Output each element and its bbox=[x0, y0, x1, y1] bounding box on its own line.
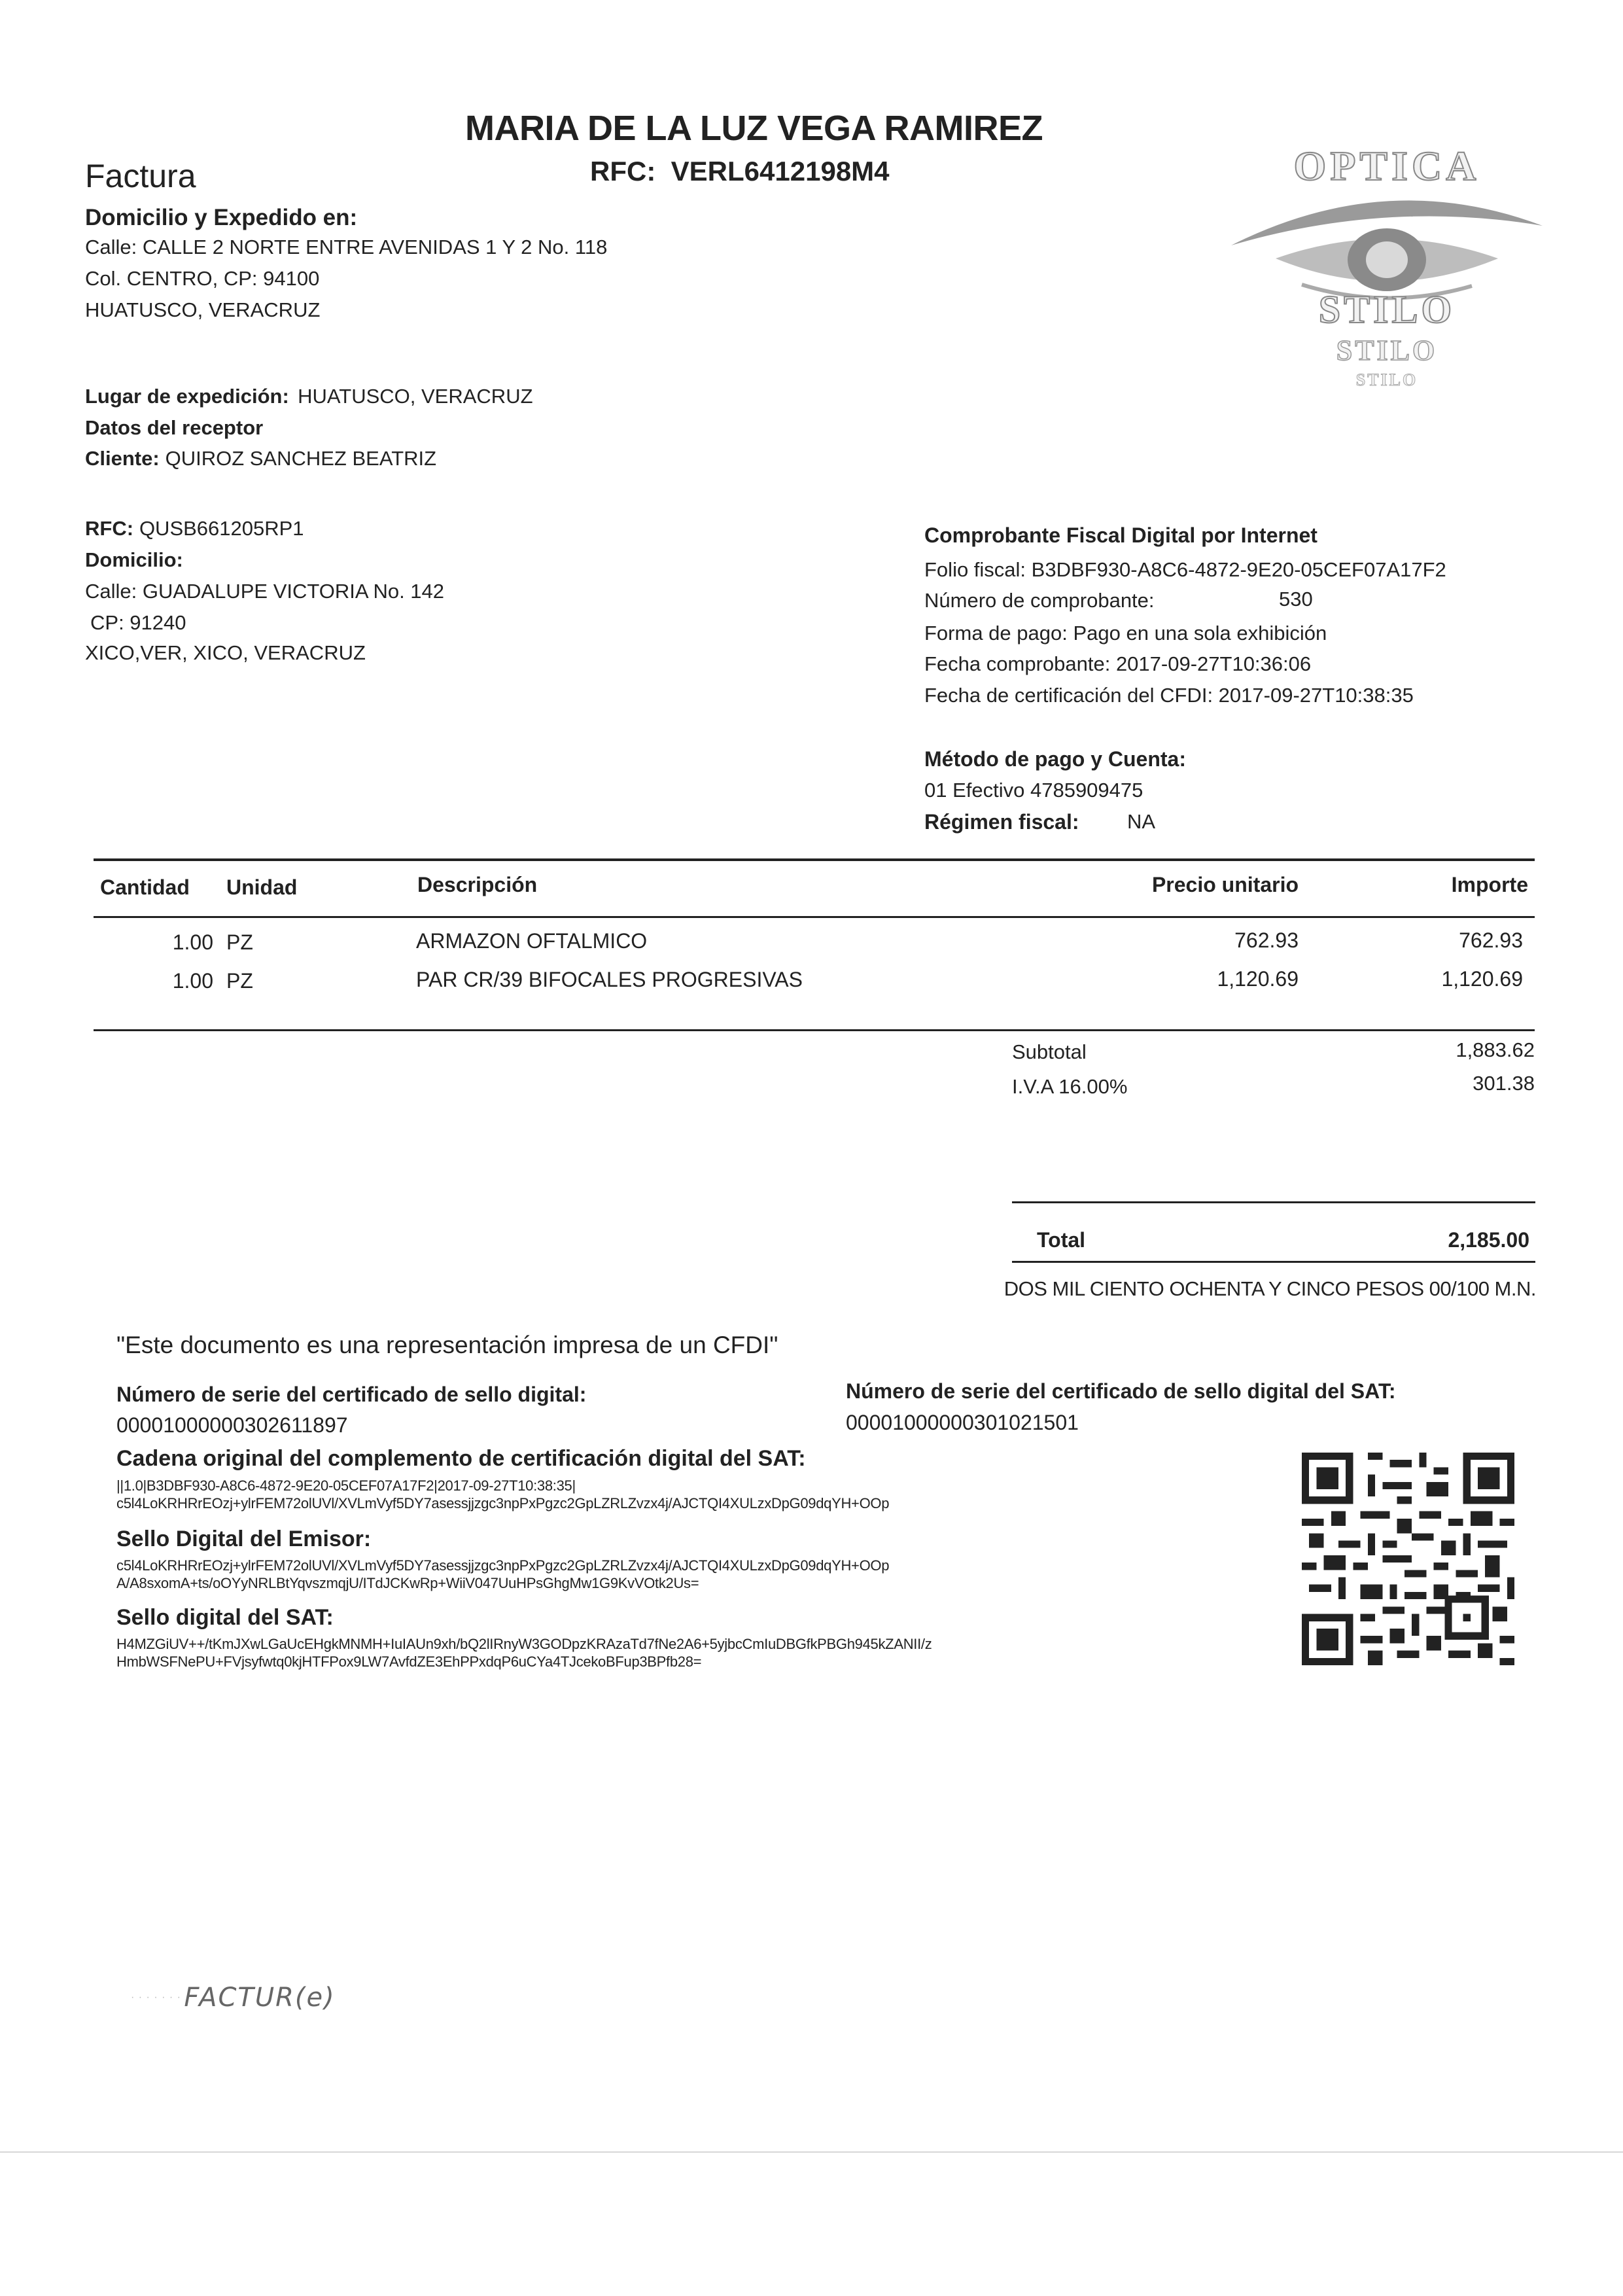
receiver-client-value: QUIROZ SANCHEZ BEATRIZ bbox=[165, 447, 437, 470]
col-header-unit-price: Precio unitario bbox=[1151, 873, 1299, 896]
sat-seal-line2: HmbWSFNePU+FVjsyfwtq0kjHTFPox9LW7AvfdZE3EhPPxdqP6uCYa4TJcekoBFup3BPfb28= bbox=[116, 1653, 702, 1670]
row2-quantity: 1.00 bbox=[172, 969, 213, 993]
cfdi-heading: Comprobante Fiscal Digital por Internet bbox=[924, 523, 1318, 547]
total-value: 2,185.00 bbox=[1448, 1228, 1529, 1252]
original-chain-line1: ||1.0|B3DBF930-A8C6-4872-9E20-05CEF07A17F2|2017-09-27T10:38:35| bbox=[116, 1477, 576, 1494]
receiver-address-label: Domicilio: bbox=[85, 548, 183, 571]
logo-line4: STILO bbox=[1355, 370, 1418, 389]
facture-brand: FACTUR(e) bbox=[184, 1983, 336, 2013]
representation-note: "Este documento es una representación impresa de un CFDI" bbox=[116, 1332, 778, 1358]
regime-value: NA bbox=[1127, 810, 1156, 833]
issuer-city: HUATUSCO, VERACRUZ bbox=[85, 298, 321, 321]
col-header-description: Descripción bbox=[417, 873, 538, 896]
table-bottom-rule bbox=[94, 1029, 1535, 1031]
sat-seal-line1: H4MZGiUV++/tKmJXwLGaUcEHgkMNMH+IuIAUn9xh/bQ2lIRnyW3GODpzKRAzaTd7fNe2A6+5yjbcCmIuDBGfkPBGh945kZANII/z bbox=[116, 1636, 932, 1652]
logo-line3: STILO bbox=[1336, 334, 1438, 366]
receiver-data-heading: Datos del receptor bbox=[85, 416, 264, 439]
receiver-cp: CP: 91240 bbox=[90, 611, 186, 634]
row1-amount: 762.93 bbox=[1459, 928, 1523, 952]
issuer-address-heading: Domicilio y Expedido en: bbox=[85, 205, 358, 230]
cfdi-payment-form: Forma de pago: Pago en una sola exhibición bbox=[924, 622, 1327, 645]
row2-unit-price: 1,120.69 bbox=[1217, 967, 1299, 991]
expedition-place-value: HUATUSCO, VERACRUZ bbox=[298, 385, 533, 408]
table-header-rule bbox=[94, 916, 1535, 918]
receiver-rfc-label: RFC: bbox=[85, 517, 134, 540]
amount-in-words: DOS MIL CIENTO OCHENTA Y CINCO PESOS 00/100 M.N. bbox=[1003, 1277, 1536, 1300]
logo-line1: OPTICA bbox=[1293, 147, 1480, 189]
table-top-rule bbox=[94, 858, 1535, 861]
issuer-rfc-value: VERL6412198M4 bbox=[671, 156, 890, 186]
total-bottom-rule bbox=[1012, 1261, 1535, 1263]
receiver-rfc bbox=[85, 517, 304, 540]
issuer-rfc-label: RFC: bbox=[590, 156, 656, 186]
issuer-colonia: Col. CENTRO, CP: 94100 bbox=[85, 267, 320, 290]
issuer-seal-line2: A/A8sxomA+ts/oOYyNRLBtYqvszmqjU/ITdJCKwRp+WiiV047UuHPsGhgMw1G9KvVOtk2Us= bbox=[116, 1575, 699, 1591]
regime-label: Régimen fiscal: bbox=[924, 810, 1079, 834]
cfdi-number-value: 530 bbox=[1279, 588, 1313, 610]
col-header-unit: Unidad bbox=[226, 875, 298, 899]
total-label: Total bbox=[1037, 1228, 1086, 1252]
receiver-client bbox=[85, 447, 436, 470]
receiver-rfc-value: QUSB661205RP1 bbox=[139, 517, 304, 540]
subtotal-value: 1,883.62 bbox=[1456, 1038, 1535, 1061]
row1-quantity: 1.00 bbox=[172, 930, 213, 954]
sat-cert-serial-value: 00001000000301021501 bbox=[846, 1411, 1079, 1434]
cfdi-date: Fecha comprobante: 2017-09-27T10:36:06 bbox=[924, 652, 1312, 675]
original-chain-line2: c5l4LoKRHRrEOzj+ylrFEM72olUVl/XVLmVyf5DY7asessjjzgc3npPxPgzc2GpLZRLZvzx4j/AJCTQI4XULzxDpG09dqYH+OOp bbox=[116, 1495, 890, 1511]
optica-stilo-logo bbox=[1223, 147, 1550, 396]
receiver-client-label: Cliente: bbox=[85, 447, 160, 470]
iva-label: I.V.A 16.00% bbox=[1012, 1075, 1128, 1098]
cfdi-cert-date: Fecha de certificación del CFDI: 2017-09-27T10:38:35 bbox=[924, 684, 1414, 707]
payment-method-heading: Método de pago y Cuenta: bbox=[924, 747, 1186, 771]
original-chain-label: Cadena original del complemento de certificación digital del SAT: bbox=[116, 1446, 806, 1471]
page-bottom-separator bbox=[0, 2151, 1623, 2153]
issuer-name: MARIA DE LA LUZ VEGA RAMIREZ bbox=[465, 109, 1043, 148]
document-title: Factura bbox=[85, 158, 196, 194]
qr-code-icon bbox=[1302, 1453, 1514, 1665]
expedition-place bbox=[85, 385, 533, 408]
col-header-quantity: Cantidad bbox=[100, 875, 190, 899]
expedition-place-label: Lugar de expedición: bbox=[85, 385, 289, 408]
row1-description: ARMAZON OFTALMICO bbox=[416, 929, 648, 953]
issuer-seal-label: Sello Digital del Emisor: bbox=[116, 1527, 372, 1551]
row2-description: PAR CR/39 BIFOCALES PROGRESIVAS bbox=[416, 968, 803, 991]
cfdi-number-label: Número de comprobante: bbox=[924, 589, 1155, 612]
subtotal-label: Subtotal bbox=[1012, 1040, 1087, 1063]
row1-unit: PZ bbox=[226, 930, 253, 954]
cert-serial-value: 00001000000302611897 bbox=[116, 1413, 348, 1437]
iva-value: 301.38 bbox=[1473, 1072, 1535, 1095]
receiver-street: Calle: GUADALUPE VICTORIA No. 142 bbox=[85, 580, 445, 603]
cert-serial-label: Número de serie del certificado de sello digital: bbox=[116, 1383, 587, 1406]
logo-line2: STILO bbox=[1318, 288, 1456, 331]
total-top-rule bbox=[1012, 1201, 1535, 1203]
sat-seal-label: Sello digital del SAT: bbox=[116, 1605, 334, 1630]
sat-cert-serial-label: Número de serie del certificado de sello digital del SAT: bbox=[846, 1379, 1396, 1403]
row2-unit: PZ bbox=[226, 969, 253, 993]
payment-method-value: 01 Efectivo 4785909475 bbox=[924, 779, 1143, 802]
row2-amount: 1,120.69 bbox=[1441, 967, 1523, 991]
row1-unit-price: 762.93 bbox=[1234, 928, 1299, 952]
eye-icon bbox=[1231, 200, 1543, 298]
issuer-street: Calle: CALLE 2 NORTE ENTRE AVENIDAS 1 Y 2 No. 118 bbox=[85, 236, 608, 258]
col-header-amount: Importe bbox=[1451, 873, 1528, 896]
issuer-rfc bbox=[590, 156, 890, 187]
cfdi-folio: Folio fiscal: B3DBF930-A8C6-4872-9E20-05CEF07A17F2 bbox=[924, 558, 1446, 581]
issuer-seal-line1: c5l4LoKRHRrEOzj+ylrFEM72olUVl/XVLmVyf5DY7asessjjzgc3npPxPgzc2GpLZRLZvzx4j/AJCTQI4XULzxDpG09dqYH+OOp bbox=[116, 1557, 890, 1574]
facture-logo: · · · · · · · FACTUR(e) bbox=[131, 1983, 336, 2013]
receiver-city: XICO,VER, XICO, VERACRUZ bbox=[85, 641, 366, 664]
